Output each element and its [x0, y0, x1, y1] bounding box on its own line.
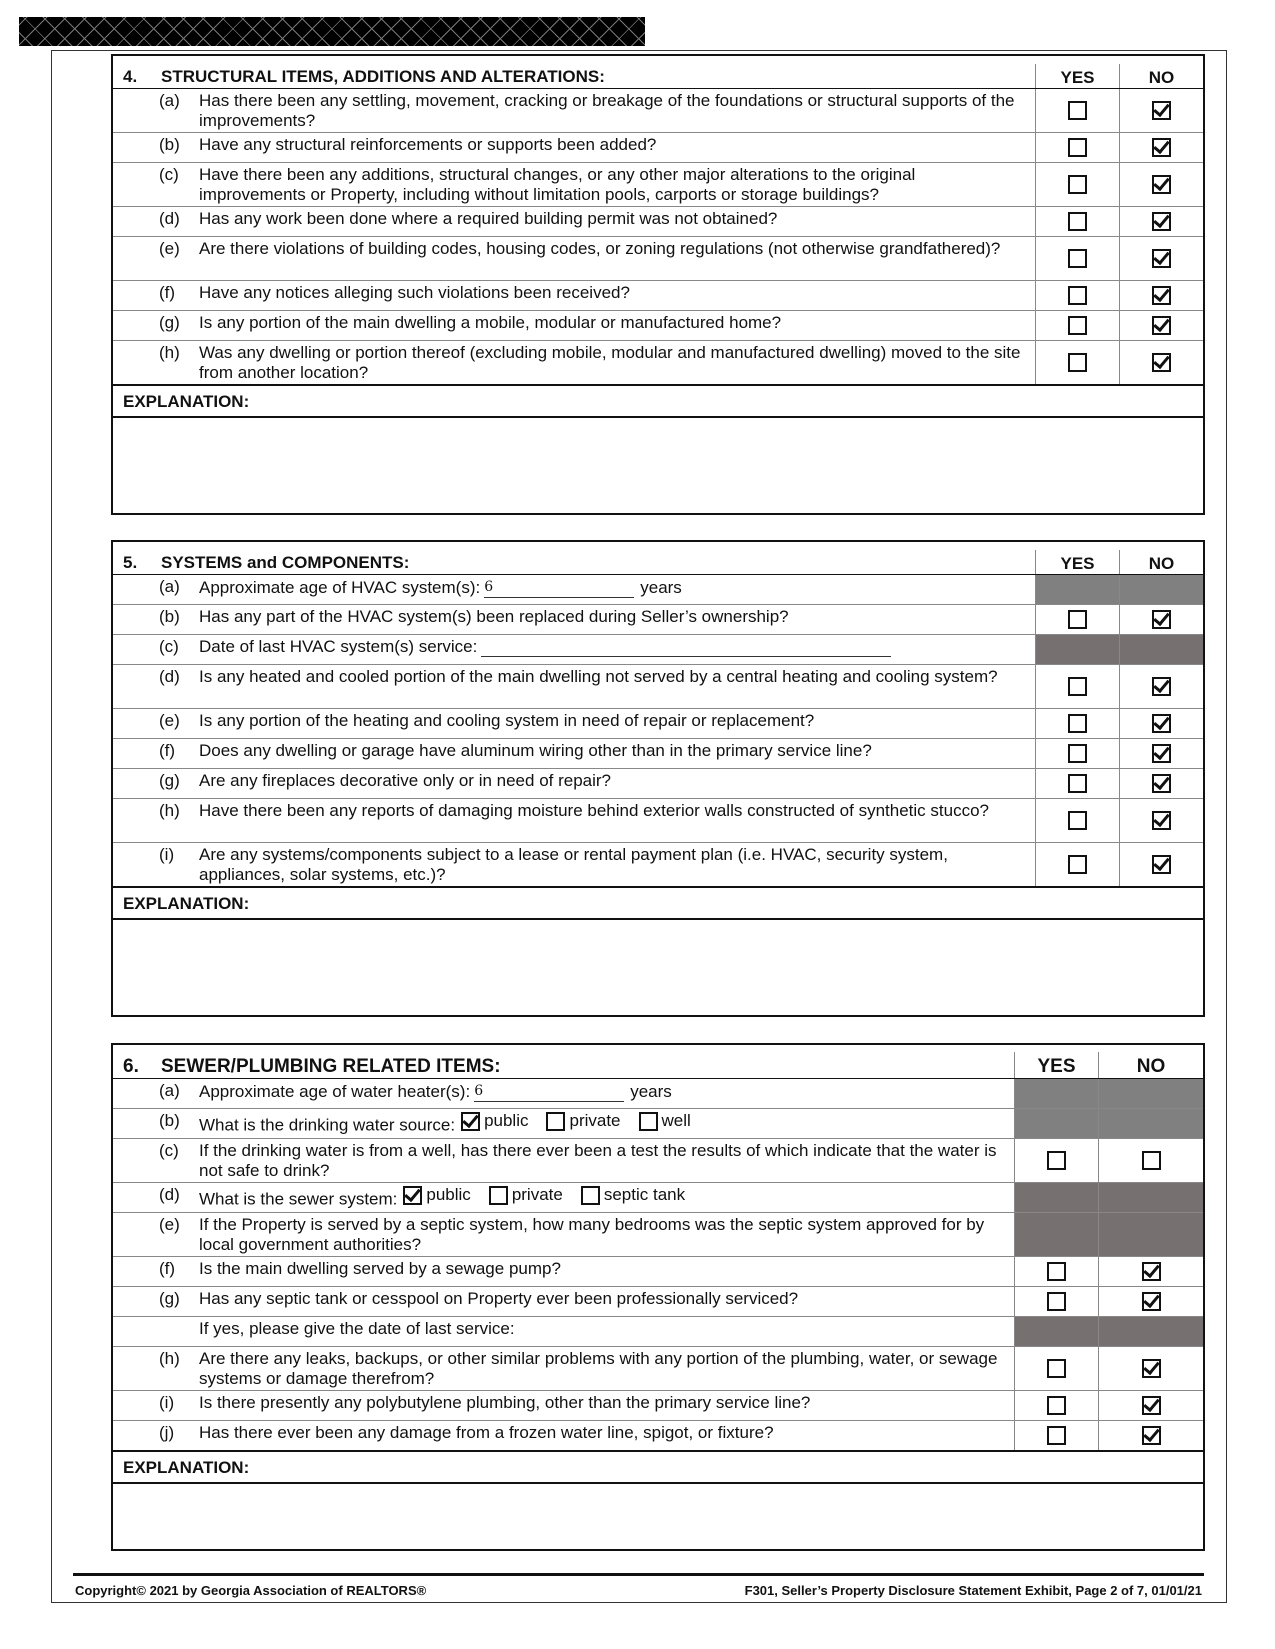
section-header: [113, 542, 1203, 575]
question-text-wrap: [199, 637, 1035, 664]
no-checkbox[interactable]: [1152, 610, 1171, 629]
no-cell[interactable]: [1119, 163, 1203, 206]
question-text: Have any structural reinforcements or supports been added?: [199, 135, 657, 154]
question-text-wrap: [199, 711, 1035, 738]
question-cell: [113, 1421, 1014, 1450]
section-number: 6.: [123, 1056, 139, 1077]
yes-checkbox[interactable]: [1047, 1292, 1066, 1311]
redacted-header-bar: [19, 17, 645, 46]
question-letter: (d): [159, 667, 180, 686]
yes-checkbox[interactable]: [1047, 1426, 1066, 1445]
yes-cell: [1014, 1213, 1098, 1256]
question-row: [113, 1109, 1203, 1139]
no-cell[interactable]: [1119, 709, 1203, 738]
no-checkbox[interactable]: [1152, 212, 1171, 231]
option-public[interactable]: [461, 1111, 528, 1131]
question-letter: (d): [159, 209, 180, 228]
yes-cell[interactable]: [1035, 665, 1119, 708]
option-label: septic tank: [603, 1185, 686, 1204]
section-header: [113, 1045, 1203, 1079]
no-cell[interactable]: [1119, 739, 1203, 768]
question-text: Approximate age of water heater(s):: [199, 1082, 471, 1101]
yes-cell[interactable]: [1014, 1347, 1098, 1390]
explanation-label: EXPLANATION:: [113, 1452, 1203, 1483]
question-text-wrap: [199, 801, 1035, 842]
yes-column-header: YES: [1035, 550, 1119, 574]
question-cell: [113, 739, 1035, 768]
question-text: Are there violations of building codes, housing codes, or zoning regulations (not otherwise grandfathered)?: [199, 239, 1001, 258]
question-letter: (f): [159, 741, 176, 760]
yes-cell[interactable]: [1014, 1287, 1098, 1316]
option-private[interactable]: [546, 1111, 620, 1131]
question-text-wrap: [199, 283, 1035, 310]
yes-cell: [1014, 1079, 1098, 1108]
question-row: [113, 1139, 1203, 1183]
no-cell[interactable]: [1119, 133, 1203, 162]
question-row: [113, 575, 1203, 605]
question-row: [113, 311, 1203, 341]
question-row: [113, 133, 1203, 163]
no-cell: [1119, 575, 1203, 604]
option-private[interactable]: [489, 1185, 563, 1205]
question-text: Is the main dwelling served by a sewage pump?: [199, 1259, 561, 1278]
question-row: [113, 709, 1203, 739]
checkbox[interactable]: [403, 1186, 422, 1205]
question-cell: [113, 1391, 1014, 1420]
question-text-wrap: [199, 1215, 1014, 1256]
yes-cell[interactable]: [1035, 605, 1119, 634]
question-text-wrap: [199, 1423, 1014, 1450]
yes-checkbox[interactable]: [1068, 249, 1087, 268]
question-text-wrap: [199, 91, 1035, 132]
section-5: [111, 540, 1205, 1017]
yes-cell[interactable]: [1035, 163, 1119, 206]
question-text: Was any dwelling or portion thereof (excluding mobile, modular and manufactured dwelling) moved to the site from another location?: [199, 343, 1021, 382]
question-letter: (f): [159, 1259, 176, 1278]
question-text-wrap: [199, 771, 1035, 798]
yes-checkbox[interactable]: [1047, 1396, 1066, 1415]
question-cell: [113, 1257, 1014, 1286]
no-cell: [1119, 635, 1203, 664]
question-letter: (c): [159, 165, 179, 184]
question-letter: (c): [159, 1141, 179, 1160]
question-row: [113, 739, 1203, 769]
question-row: [113, 89, 1203, 133]
no-cell[interactable]: [1119, 341, 1203, 384]
option-label: public: [484, 1111, 529, 1130]
question-cell: [113, 1139, 1014, 1182]
no-checkbox[interactable]: [1142, 1262, 1161, 1281]
option-public[interactable]: [403, 1185, 470, 1205]
question-text: Has any septic tank or cesspool on Property ever been professionally serviced?: [199, 1289, 799, 1308]
question-text-wrap: [199, 313, 1035, 340]
no-cell: [1098, 1213, 1203, 1256]
question-text-wrap: [199, 1349, 1014, 1390]
question-cell: [113, 1347, 1014, 1390]
yes-checkbox[interactable]: [1068, 353, 1087, 372]
checkbox[interactable]: [461, 1112, 480, 1131]
question-cell: [113, 1183, 1014, 1212]
yes-checkbox[interactable]: [1068, 316, 1087, 335]
checkbox[interactable]: [546, 1112, 565, 1131]
yes-checkbox[interactable]: [1047, 1262, 1066, 1281]
yes-cell[interactable]: [1035, 311, 1119, 340]
question-row: [113, 1347, 1203, 1391]
yes-cell[interactable]: [1035, 843, 1119, 886]
question-text: Are there any leaks, backups, or other similar problems with any portion of the plumbing, water, or sewage systems or damage therefrom?: [199, 1349, 998, 1388]
checkbox[interactable]: [639, 1112, 658, 1131]
yes-checkbox[interactable]: [1068, 610, 1087, 629]
yes-cell[interactable]: [1035, 709, 1119, 738]
question-cell: [113, 769, 1035, 798]
yes-cell: [1014, 1183, 1098, 1212]
question-row: [113, 665, 1203, 709]
no-checkbox[interactable]: [1142, 1426, 1161, 1445]
question-text-wrap: [199, 1259, 1014, 1286]
yes-cell[interactable]: [1035, 89, 1119, 132]
question-text: Have there been any additions, structural changes, or any other major alterations to the original improvements or Property, including without limitation pools, carports or storage buildings?: [199, 165, 916, 204]
question-text: Does any dwelling or garage have aluminum wiring other than in the primary service line?: [199, 741, 872, 760]
question-row: [113, 1183, 1203, 1213]
section-title: STRUCTURAL ITEMS, ADDITIONS AND ALTERATIONS:: [161, 67, 605, 86]
question-text: If yes, please give the date of last service:: [199, 1319, 515, 1338]
no-cell: [1098, 1109, 1203, 1138]
no-cell: [1098, 1317, 1203, 1346]
question-text-wrap: [199, 135, 1035, 162]
yes-cell[interactable]: [1035, 769, 1119, 798]
question-row: [113, 237, 1203, 281]
question-row: [113, 1421, 1203, 1452]
question-text-wrap: [199, 343, 1035, 384]
question-letter: (c): [159, 637, 179, 656]
footer-copyright: Copyright© 2021 by Georgia Association of REALTORS®: [75, 1583, 427, 1598]
yes-checkbox[interactable]: [1068, 212, 1087, 231]
yes-checkbox[interactable]: [1068, 175, 1087, 194]
footer-divider: [73, 1573, 1204, 1576]
no-checkbox[interactable]: [1142, 1292, 1161, 1311]
question-text-wrap: [199, 1319, 1014, 1346]
no-cell[interactable]: [1119, 605, 1203, 634]
question-text-wrap: [199, 1141, 1014, 1182]
no-column-header: NO: [1098, 1052, 1203, 1078]
yes-column-header: YES: [1014, 1052, 1098, 1078]
question-cell: [113, 163, 1035, 206]
question-text: What is the sewer system:: [199, 1189, 398, 1209]
section-title-cell: [113, 1057, 1014, 1078]
question-letter: (d): [159, 1185, 180, 1204]
yes-checkbox[interactable]: [1068, 855, 1087, 874]
question-row: [113, 843, 1203, 888]
question-text: Is there presently any polybutylene plumbing, other than the primary service line?: [199, 1393, 811, 1412]
question-letter: (e): [159, 1215, 180, 1234]
question-text: Approximate age of HVAC system(s):: [199, 578, 481, 597]
question-letter: (b): [159, 1111, 180, 1130]
question-row: [113, 341, 1203, 386]
yes-checkbox[interactable]: [1047, 1359, 1066, 1378]
question-row: [113, 207, 1203, 237]
question-text-wrap: [199, 1081, 1014, 1108]
question-row: [113, 1287, 1203, 1317]
question-letter: (b): [159, 607, 180, 626]
option-well[interactable]: [639, 1111, 691, 1131]
explanation-textbox[interactable]: [113, 1483, 1203, 1549]
section-6: [111, 1043, 1205, 1551]
checkbox[interactable]: [489, 1186, 508, 1205]
question-text: Has there ever been any damage from a frozen water line, spigot, or fixture?: [199, 1423, 774, 1442]
section-number: 4.: [123, 67, 138, 86]
no-cell: [1098, 1079, 1203, 1108]
explanation-label: EXPLANATION:: [113, 386, 1203, 417]
answer-field[interactable]: 6: [484, 577, 634, 598]
yes-checkbox[interactable]: [1068, 101, 1087, 120]
no-cell[interactable]: [1098, 1391, 1203, 1420]
question-text-wrap: [199, 1393, 1014, 1420]
no-cell[interactable]: [1098, 1139, 1203, 1182]
section-title-cell: [113, 553, 1035, 574]
no-checkbox[interactable]: [1142, 1359, 1161, 1378]
yes-cell[interactable]: [1014, 1257, 1098, 1286]
no-cell[interactable]: [1098, 1257, 1203, 1286]
question-text: Are any fireplaces decorative only or in need of repair?: [199, 771, 612, 790]
question-row: [113, 163, 1203, 207]
question-text-wrap: [199, 1185, 1014, 1212]
yes-cell[interactable]: [1035, 237, 1119, 280]
no-checkbox[interactable]: [1152, 811, 1171, 830]
explanation-textbox[interactable]: [113, 919, 1203, 1015]
question-letter: (a): [159, 1081, 180, 1100]
question-cell: [113, 1109, 1014, 1138]
yes-cell[interactable]: [1014, 1391, 1098, 1420]
no-cell[interactable]: [1119, 281, 1203, 310]
question-row: [113, 605, 1203, 635]
explanation-textbox[interactable]: [113, 417, 1203, 513]
question-text-wrap: [199, 741, 1035, 768]
no-cell[interactable]: [1098, 1421, 1203, 1450]
section-title: SYSTEMS and COMPONENTS:: [161, 553, 410, 572]
no-cell[interactable]: [1119, 769, 1203, 798]
yes-column-header: YES: [1035, 64, 1119, 88]
no-cell[interactable]: [1098, 1287, 1203, 1316]
yes-checkbox[interactable]: [1068, 744, 1087, 763]
no-checkbox[interactable]: [1152, 101, 1171, 120]
no-cell: [1098, 1183, 1203, 1212]
question-letter: (b): [159, 135, 180, 154]
question-letter: (a): [159, 577, 180, 596]
yes-cell[interactable]: [1014, 1421, 1098, 1450]
no-checkbox[interactable]: [1152, 316, 1171, 335]
no-checkbox[interactable]: [1152, 286, 1171, 305]
section-4: [111, 54, 1205, 515]
option-label: private: [511, 1185, 563, 1204]
yes-checkbox[interactable]: [1068, 774, 1087, 793]
question-row: [113, 1317, 1203, 1347]
question-row: [113, 1213, 1203, 1257]
no-checkbox[interactable]: [1152, 249, 1171, 268]
question-text: Are any systems/components subject to a lease or rental payment plan (i.e. HVAC, security system, appliances, solar systems, etc.)?: [199, 845, 948, 884]
question-cell: [113, 843, 1035, 886]
option-septic-tank[interactable]: [581, 1185, 685, 1205]
yes-cell: [1014, 1109, 1098, 1138]
question-text-wrap: [199, 607, 1035, 634]
question-cell: [113, 1317, 1014, 1346]
no-cell[interactable]: [1119, 237, 1203, 280]
yes-cell[interactable]: [1035, 207, 1119, 236]
no-column-header: NO: [1119, 550, 1203, 574]
no-cell[interactable]: [1119, 89, 1203, 132]
yes-cell: [1035, 575, 1119, 604]
option-label: private: [569, 1111, 621, 1130]
question-cell: [113, 575, 1035, 604]
no-checkbox[interactable]: [1142, 1151, 1161, 1170]
question-text: What is the drinking water source:: [199, 1115, 456, 1135]
question-cell: [113, 635, 1035, 664]
question-row: [113, 1391, 1203, 1421]
option-label: public: [426, 1185, 471, 1204]
question-text: Have any notices alleging such violations been received?: [199, 283, 630, 302]
yes-checkbox[interactable]: [1068, 811, 1087, 830]
yes-cell[interactable]: [1035, 799, 1119, 842]
question-letter: (j): [159, 1423, 175, 1442]
question-letter: (g): [159, 313, 180, 332]
yes-cell[interactable]: [1035, 281, 1119, 310]
question-letter: (a): [159, 91, 180, 110]
yes-cell[interactable]: [1014, 1139, 1098, 1182]
question-text: Is any heated and cooled portion of the main dwelling not served by a central heating and cooling system?: [199, 667, 998, 686]
section-number: 5.: [123, 553, 138, 572]
question-row: [113, 799, 1203, 843]
question-letter: (h): [159, 343, 180, 362]
yes-cell[interactable]: [1035, 341, 1119, 384]
question-letter: (h): [159, 1349, 180, 1368]
question-cell: [113, 311, 1035, 340]
question-letter: (i): [159, 845, 175, 864]
yes-checkbox[interactable]: [1047, 1151, 1066, 1170]
footer-form-id: F301, Seller’s Property Disclosure Statement Exhibit, Page 2 of 7, 01/01/21: [744, 1583, 1202, 1598]
yes-cell[interactable]: [1035, 133, 1119, 162]
question-cell: [113, 605, 1035, 634]
yes-checkbox[interactable]: [1068, 138, 1087, 157]
yes-cell[interactable]: [1035, 739, 1119, 768]
no-checkbox[interactable]: [1152, 677, 1171, 696]
question-row: [113, 1257, 1203, 1287]
question-letter: (e): [159, 239, 180, 258]
question-text-wrap: [199, 667, 1035, 708]
question-letter: (g): [159, 771, 180, 790]
question-text: Have there been any reports of damaging moisture behind exterior walls constructed of synthetic stucco?: [199, 801, 989, 820]
yes-cell: [1014, 1317, 1098, 1346]
question-text: Has there been any settling, movement, cracking or breakage of the foundations or structural supports of the improvements?: [199, 91, 1015, 130]
checkbox[interactable]: [581, 1186, 600, 1205]
question-text-wrap: [199, 577, 1035, 604]
no-checkbox[interactable]: [1152, 175, 1171, 194]
no-cell[interactable]: [1119, 799, 1203, 842]
question-text: Is any portion of the main dwelling a mobile, modular or manufactured home?: [199, 313, 782, 332]
question-cell: [113, 665, 1035, 708]
question-cell: [113, 237, 1035, 280]
question-text-wrap: [199, 1289, 1014, 1316]
no-cell[interactable]: [1119, 843, 1203, 886]
yes-checkbox[interactable]: [1068, 677, 1087, 696]
question-cell: [113, 799, 1035, 842]
question-text: Has any work been done where a required building permit was not obtained?: [199, 209, 778, 228]
question-text-wrap: [199, 165, 1035, 206]
no-cell[interactable]: [1119, 207, 1203, 236]
question-cell: [113, 709, 1035, 738]
no-checkbox[interactable]: [1152, 774, 1171, 793]
answer-suffix: years: [640, 578, 682, 597]
question-letter: (e): [159, 711, 180, 730]
question-letter: (i): [159, 1393, 175, 1412]
question-text-wrap: [199, 845, 1035, 886]
question-letter: [113, 1319, 199, 1346]
no-cell[interactable]: [1119, 311, 1203, 340]
no-checkbox[interactable]: [1152, 138, 1171, 157]
section-title: SEWER/PLUMBING RELATED ITEMS:: [161, 1056, 501, 1077]
question-text: If the drinking water is from a well, has there ever been a test the results of which indicate that the water is not safe to drink?: [199, 1141, 997, 1180]
question-row: [113, 281, 1203, 311]
option-label: well: [661, 1111, 691, 1130]
question-text: Is any portion of the heating and cooling system in need of repair or replacement?: [199, 711, 815, 730]
no-cell[interactable]: [1098, 1347, 1203, 1390]
question-text: Date of last HVAC system(s) service:: [199, 637, 478, 656]
question-letter: (f): [159, 283, 176, 302]
question-text-wrap: [199, 239, 1035, 280]
question-text: Has any part of the HVAC system(s) been replaced during Seller’s ownership?: [199, 607, 789, 626]
question-text-wrap: [199, 1111, 1014, 1138]
question-row: [113, 635, 1203, 665]
question-cell: [113, 341, 1035, 384]
question-text: If the Property is served by a septic system, how many bedrooms was the septic system approved for by local government authorities?: [199, 1215, 985, 1254]
question-cell: [113, 1213, 1014, 1256]
section-title-cell: [113, 67, 1035, 88]
yes-cell: [1035, 635, 1119, 664]
answer-field[interactable]: 6: [474, 1081, 624, 1102]
question-cell: [113, 1287, 1014, 1316]
question-cell: [113, 133, 1035, 162]
yes-checkbox[interactable]: [1068, 714, 1087, 733]
explanation-label: EXPLANATION:: [113, 888, 1203, 919]
question-letter: (h): [159, 801, 180, 820]
question-cell: [113, 89, 1035, 132]
question-row: [113, 769, 1203, 799]
no-checkbox[interactable]: [1142, 1396, 1161, 1415]
question-cell: [113, 281, 1035, 310]
no-checkbox[interactable]: [1152, 353, 1171, 372]
section-header: [113, 56, 1203, 89]
answer-suffix: years: [630, 1082, 672, 1101]
question-letter: (g): [159, 1289, 180, 1308]
no-cell[interactable]: [1119, 665, 1203, 708]
no-checkbox[interactable]: [1152, 744, 1171, 763]
question-row: [113, 1079, 1203, 1109]
question-text-wrap: [199, 209, 1035, 236]
no-checkbox[interactable]: [1152, 714, 1171, 733]
no-column-header: NO: [1119, 64, 1203, 88]
question-cell: [113, 207, 1035, 236]
no-checkbox[interactable]: [1152, 855, 1171, 874]
yes-checkbox[interactable]: [1068, 286, 1087, 305]
question-cell: [113, 1079, 1014, 1108]
answer-field[interactable]: [481, 656, 891, 657]
